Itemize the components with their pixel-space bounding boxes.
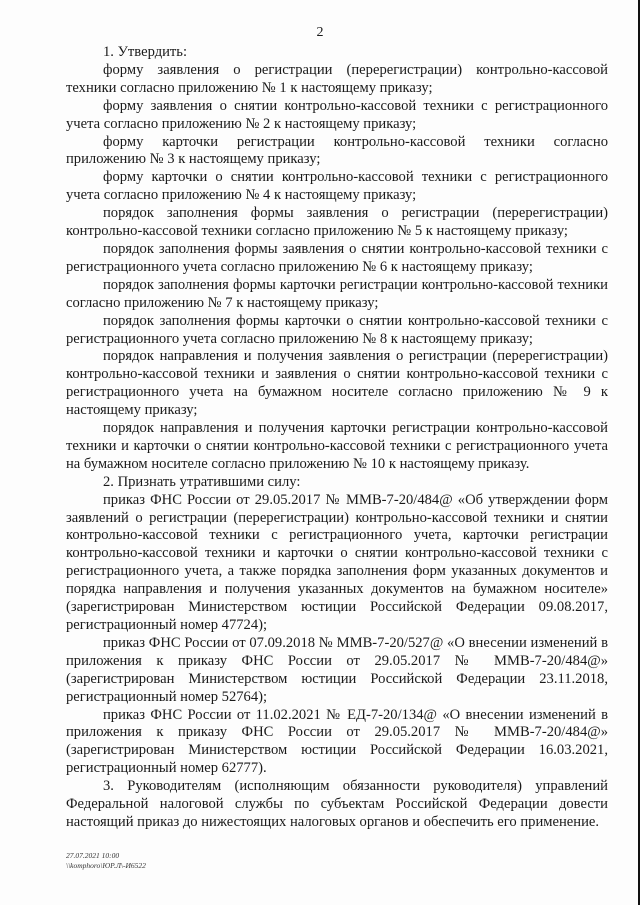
- section-1-item-1: форму заявления о регистрации (перерегистрации) контрольно-кассовой техники согласно приложению № 1 к настоящему приказу;: [66, 61, 608, 96]
- footer-stamp: [66, 851, 146, 871]
- section-1-heading: 1. Утвердить:: [103, 44, 188, 60]
- section-2-heading: 2. Признать утратившими силу:: [103, 473, 301, 490]
- section-3-text: 3. Руководителям (исполняющим обязанности руководителя) управлений Федеральной налоговой службы по субъектам Российской Федерации довести настоящий приказ до нижестоящих налоговых органов и обеспечить его применение.: [66, 778, 608, 830]
- section-1-item-10: порядок направления и получения карточки регистрации контрольно-кассовой техники и карточки о снятии контрольно-кассовой техники с регистрационного учета на бумажном носителе согласно приложению № 10 к настоящему приказу.: [66, 420, 608, 472]
- section-1-item-8: порядок заполнения формы карточки о снятии контрольно-кассовой техники с регистрационного учета согласно приложению № 8 к настоящему приказу;: [66, 312, 608, 347]
- section-1-item-6: порядок заполнения формы заявления о снятии контрольно-кассовой техники с регистрационного учета согласно приложению № 6 к настоящему приказу;: [66, 240, 608, 275]
- section-1-item-7: порядок заполнения формы карточки регистрации контрольно-кассовой техники согласно приложению № 7 к настоящему приказу;: [66, 276, 608, 311]
- section-2-item-1: приказ ФНС России от 29.05.2017 № ММВ-7-20/484@ «Об утверждении форм заявлений о регистрации (перерегистрации) контрольно-кассовой техники и снятии контрольно-кассовой техники с регистрационного учета, карточки регистрации контрольно-кассовой техники и карточки о снятии контрольно-кассовой техники с регистрационного учета, а также порядка заполнения форм указанных документов и порядка направления и получения указанных документов на бумажном носителе» (зарегистрирован Министерством юстиции Российской Федерации 09.08.2017, регистрационный номер 47724);: [66, 491, 608, 633]
- section-2-item-2: приказ ФНС России от 07.09.2018 № ММВ-7-20/527@ «О внесении изменений в приложения к приказу ФНС России от 29.05.2017 № ММВ-7-20/484@» (зарегистрирован Министерством юстиции Российской Федерации 23.11.2018, регистрационный номер 52764);: [66, 634, 608, 705]
- document-body: [66, 44, 608, 832]
- footer-path: \\komphoro\ЮР.Л\-И6522: [66, 861, 146, 870]
- footer-timestamp: 27.07.2021 10:00: [66, 851, 120, 860]
- page-number: 2: [316, 25, 324, 40]
- section-1-item-4: форму карточки о снятии контрольно-кассовой техники с регистрационного учета согласно приложению № 4 к настоящему приказу;: [66, 169, 608, 204]
- section-1-item-5: порядок заполнения формы заявления о регистрации (перерегистрации) контрольно-кассовой техники согласно приложению № 5 к настоящему приказу;: [66, 205, 608, 240]
- section-2-item-3: приказ ФНС России от 11.02.2021 № ЕД-7-20/134@ «О внесении изменений в приложения к приказу ФНС России от 29.05.2017 № ММВ-7-20/484@» (зарегистрирован Министерством юстиции Российской Федерации 16.03.2021, регистрационный номер 62777).: [66, 706, 608, 777]
- section-1-item-9: порядок направления и получения заявления о регистрации (перерегистрации) контрольно-кассовой техники и заявления о снятии контрольно-кассовой техники с регистрационного учета на бумажном носителе согласно приложению № 9 к настоящему приказу;: [66, 348, 608, 419]
- section-1-item-2: форму заявления о снятии контрольно-кассовой техники с регистрационного учета согласно приложению № 2 к настоящему приказу;: [66, 97, 608, 132]
- section-1-item-3: форму карточки регистрации контрольно-кассовой техники согласно приложению № 3 к настоящему приказу;: [66, 133, 608, 168]
